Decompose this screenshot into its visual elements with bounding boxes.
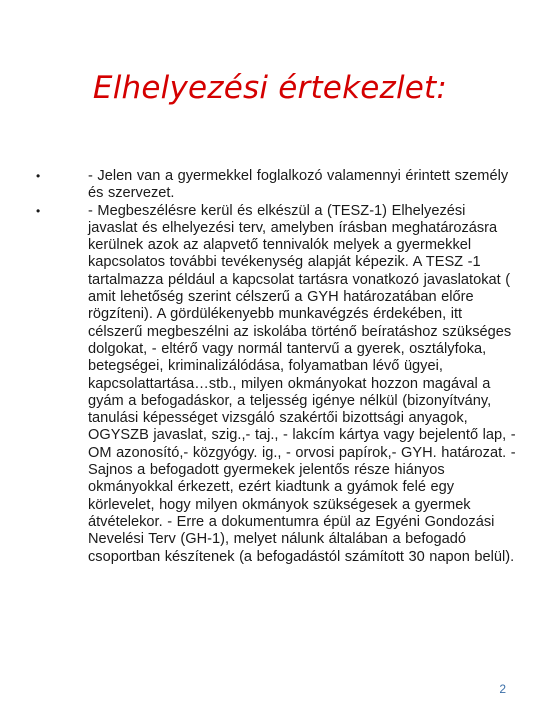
bullet-list — [36, 168, 516, 566]
slide-title: Elhelyezési értekezlet: — [92, 70, 448, 106]
bullet-item-1 — [36, 168, 516, 203]
bullet-text: - Jelen van a gyermekkel foglalkozó valamennyi érintett személy és szervezet. — [88, 168, 509, 202]
page-number: 2 — [499, 682, 506, 696]
bullet-text: - Megbeszélésre kerül és elkészül a (TESZ-1) Elhelyezési javaslat és elhelyezési terv, amelyben írásban meghatározásra kerülnek azok az alapvető tennivalók melyek a gyermekkel kapcsolatos további tevékenység alapját képezik. A TESZ -1 tartalmazza például a kapcsolat tartásra vonatkozó javaslatokat ( amit lehetőség szerint célszerű a GYH határozatában előre rögzíteni). A gördülékenyebb munkavégzés érdekében, itt célszerű megbeszélni az iskolába történő beíratáshoz szükséges dolgokat, - eltérő vagy normál tantervű a gyerek, osztályfoka, betegségei, kriminalizálódása, folyamatban lévő ügyei, kapcsolattartása…stb., milyen okmányokat hozzon magával a gyám a befogadáskor, a teljesség igénye nélkül (bizonyítvány, tanulási képességet vizsgáló szakértői bizottsági anyagok, OGYSZB javaslat, szig.,- taj., - lakcím kártya vagy bejelentő lap, - OM azonosító,- közgyógy. ig., - orvosi papírok,- GYH. határozat. - Sajnos a befogadott gyermekek jelentős része hiányos okmányokkal érkezett, ezért kiadtunk a gyámok felé egy körlevelet, hogy milyen okmányok szükségesek a gyermek átvételekor. - Erre a dokumentumra épül az Egyéni Gondozási Nevelési Terv (GH-1), melyet nálunk általában a befogadó csoportban készítenek (a befogadástól számított 30 napon belül). — [88, 202, 516, 565]
bullet-marker-icon: • — [36, 169, 41, 183]
bullet-item-2 — [36, 203, 516, 566]
bullet-marker-icon: • — [36, 203, 41, 218]
